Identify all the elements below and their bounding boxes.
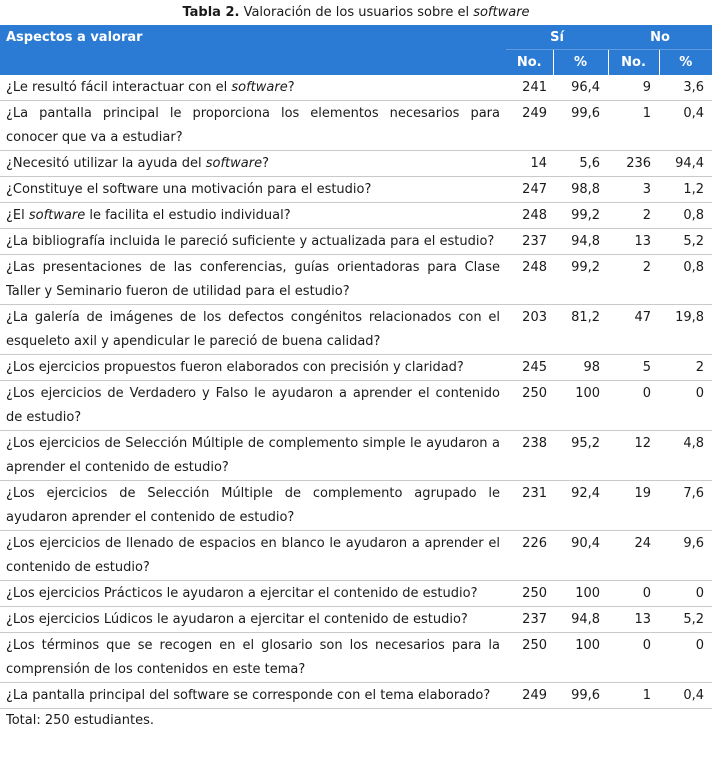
table-row	[0, 481, 712, 531]
yes-pct-cell: 99,2	[553, 203, 608, 229]
table-row	[0, 229, 712, 255]
no-count-cell: 0	[608, 633, 659, 683]
yes-count-cell: 247	[506, 177, 553, 203]
yes-count-cell: 14	[506, 151, 553, 177]
yes-pct-cell: 94,8	[553, 229, 608, 255]
yes-count-cell: 250	[506, 381, 553, 431]
yes-count-cell: 249	[506, 683, 553, 709]
no-count-cell: 2	[608, 255, 659, 305]
yes-count-cell: 245	[506, 355, 553, 381]
no-pct-cell: 1,2	[659, 177, 712, 203]
yes-pct-cell: 96,4	[553, 75, 608, 101]
question-text: ¿La galería de imágenes de los defectos congénitos relacionados con el esqueleto axil y apendicular le pareció de buena calidad?	[6, 310, 500, 349]
yes-count-cell: 238	[506, 431, 553, 481]
yes-pct-cell: 100	[553, 581, 608, 607]
aspect-question	[0, 75, 506, 101]
yes-pct-cell: 5,6	[553, 151, 608, 177]
aspect-question	[0, 683, 506, 709]
question-text: ¿La bibliografía incluida le pareció suficiente y actualizada para el estudio?	[6, 234, 495, 249]
no-pct-cell: 0	[659, 581, 712, 607]
question-text-end: ?	[262, 156, 269, 171]
results-table	[0, 25, 712, 709]
yes-count-cell: 248	[506, 203, 553, 229]
aspect-question	[0, 381, 506, 431]
no-pct-cell: 9,6	[659, 531, 712, 581]
no-pct-cell: 94,4	[659, 151, 712, 177]
question-text: ¿Los ejercicios Lúdicos le ayudaron a ejercitar el contenido de estudio?	[6, 612, 468, 627]
no-count-cell: 19	[608, 481, 659, 531]
aspect-question	[0, 581, 506, 607]
aspect-question	[0, 255, 506, 305]
question-text: ¿Los términos que se recogen en el glosario son los necesarios para la comprensión de los contenidos en este tema?	[6, 638, 500, 677]
aspect-question	[0, 101, 506, 151]
no-count-cell: 3	[608, 177, 659, 203]
yes-pct-cell: 90,4	[553, 531, 608, 581]
no-count-cell: 2	[608, 203, 659, 229]
no-pct-cell: 0,4	[659, 683, 712, 709]
table-row	[0, 381, 712, 431]
table-header	[0, 25, 712, 75]
question-text-end: ?	[287, 80, 295, 95]
no-pct-cell: 3,6	[659, 75, 712, 101]
aspect-question	[0, 633, 506, 683]
header-yes-group: Sí	[506, 25, 608, 50]
no-count-cell: 47	[608, 305, 659, 355]
no-count-cell: 9	[608, 75, 659, 101]
aspect-question	[0, 607, 506, 633]
table-row	[0, 581, 712, 607]
no-count-cell: 1	[608, 101, 659, 151]
question-text: ¿Los ejercicios de Verdadero y Falso le ayudaron a aprender el contenido de estudio?	[6, 386, 500, 425]
no-count-cell: 236	[608, 151, 659, 177]
question-text: ¿Los ejercicios de Selección Múltiple de complemento agrupado le ayudaron aprender el contenido de estudio?	[6, 486, 500, 525]
aspect-question	[0, 481, 506, 531]
table-row	[0, 683, 712, 709]
caption-label: Tabla 2.	[182, 5, 240, 20]
yes-count-cell: 237	[506, 229, 553, 255]
question-text: ¿El	[6, 208, 29, 223]
yes-count-cell: 226	[506, 531, 553, 581]
no-pct-cell: 0	[659, 381, 712, 431]
header-aspects: Aspectos a valorar	[0, 25, 506, 50]
no-count-cell: 13	[608, 607, 659, 633]
question-text: ¿La pantalla principal del software se corresponde con el tema elaborado?	[6, 688, 491, 703]
no-pct-cell: 2	[659, 355, 712, 381]
table-row	[0, 177, 712, 203]
no-count-cell: 12	[608, 431, 659, 481]
yes-count-cell: 250	[506, 581, 553, 607]
question-italic-text: software	[205, 156, 263, 171]
table-body	[0, 75, 712, 709]
no-pct-cell: 19,8	[659, 305, 712, 355]
table-row	[0, 151, 712, 177]
yes-count-cell: 231	[506, 481, 553, 531]
no-pct-cell: 5,2	[659, 229, 712, 255]
no-pct-cell: 4,8	[659, 431, 712, 481]
header-no-pct: %	[659, 50, 712, 76]
question-italic-text: software	[231, 80, 288, 95]
yes-pct-cell: 99,6	[553, 101, 608, 151]
question-text: ¿La pantalla principal le proporciona los elementos necesarios para conocer que va a estudiar?	[6, 106, 500, 145]
no-pct-cell: 0	[659, 633, 712, 683]
yes-pct-cell: 98	[553, 355, 608, 381]
no-pct-cell: 0,8	[659, 203, 712, 229]
table-row	[0, 203, 712, 229]
no-count-cell: 13	[608, 229, 659, 255]
yes-pct-cell: 81,2	[553, 305, 608, 355]
question-text: ¿Los ejercicios de llenado de espacios en blanco le ayudaron a aprender el contenido de estudio?	[6, 536, 500, 575]
table-row	[0, 255, 712, 305]
table-footnote: Total: 250 estudiantes.	[6, 713, 154, 728]
question-text: ¿Los ejercicios propuestos fueron elaborados con precisión y claridad?	[6, 360, 464, 375]
yes-pct-cell: 95,2	[553, 431, 608, 481]
yes-pct-cell: 98,8	[553, 177, 608, 203]
no-pct-cell: 0,8	[659, 255, 712, 305]
yes-count-cell: 250	[506, 633, 553, 683]
table-row	[0, 75, 712, 101]
yes-count-cell: 203	[506, 305, 553, 355]
header-no-count: No.	[608, 50, 659, 76]
aspect-question	[0, 151, 506, 177]
question-text: ¿Los ejercicios Prácticos le ayudaron a ejercitar el contenido de estudio?	[6, 586, 478, 601]
aspect-question	[0, 431, 506, 481]
header-blank-cell	[0, 50, 506, 76]
header-yes-count: No.	[506, 50, 553, 76]
no-pct-cell: 7,6	[659, 481, 712, 531]
yes-pct-cell: 92,4	[553, 481, 608, 531]
table-row	[0, 531, 712, 581]
aspect-question	[0, 355, 506, 381]
no-count-cell: 1	[608, 683, 659, 709]
question-text: ¿Las presentaciones de las conferencias, guías orientadoras para Clase Taller y Seminario fueron de utilidad para el estudio?	[6, 260, 500, 299]
yes-pct-cell: 99,2	[553, 255, 608, 305]
question-text: ¿Le resultó fácil interactuar con el	[6, 80, 232, 95]
table-row	[0, 355, 712, 381]
no-pct-cell: 5,2	[659, 607, 712, 633]
question-text: ¿Necesitó utilizar la ayuda del	[6, 156, 206, 171]
question-text: ¿Los ejercicios de Selección Múltiple de complemento simple le ayudaron a aprender el contenido de estudio?	[6, 436, 500, 475]
table-row	[0, 633, 712, 683]
table-row	[0, 305, 712, 355]
yes-pct-cell: 100	[553, 381, 608, 431]
no-pct-cell: 0,4	[659, 101, 712, 151]
no-count-cell: 0	[608, 581, 659, 607]
yes-count-cell: 249	[506, 101, 553, 151]
yes-pct-cell: 99,6	[553, 683, 608, 709]
question-italic-text: software	[28, 208, 86, 223]
aspect-question	[0, 203, 506, 229]
yes-count-cell: 241	[506, 75, 553, 101]
yes-count-cell: 248	[506, 255, 553, 305]
aspect-question	[0, 305, 506, 355]
header-row-top	[0, 25, 712, 50]
header-no-group: No	[608, 25, 712, 50]
header-row-sub	[0, 50, 712, 76]
table-caption	[0, 0, 712, 25]
aspect-question	[0, 229, 506, 255]
question-text: ¿Constituye el software una motivación para el estudio?	[6, 182, 372, 197]
header-yes-pct: %	[553, 50, 608, 76]
no-count-cell: 24	[608, 531, 659, 581]
no-count-cell: 5	[608, 355, 659, 381]
caption-italic-text: software	[473, 5, 530, 20]
yes-count-cell: 237	[506, 607, 553, 633]
no-count-cell: 0	[608, 381, 659, 431]
aspect-question	[0, 177, 506, 203]
yes-pct-cell: 94,8	[553, 607, 608, 633]
yes-pct-cell: 100	[553, 633, 608, 683]
table-row	[0, 607, 712, 633]
question-text-end: le facilita el estudio individual?	[85, 208, 291, 223]
table-row	[0, 431, 712, 481]
aspect-question	[0, 531, 506, 581]
table-row	[0, 101, 712, 151]
caption-text: Valoración de los usuarios sobre el	[239, 5, 474, 20]
